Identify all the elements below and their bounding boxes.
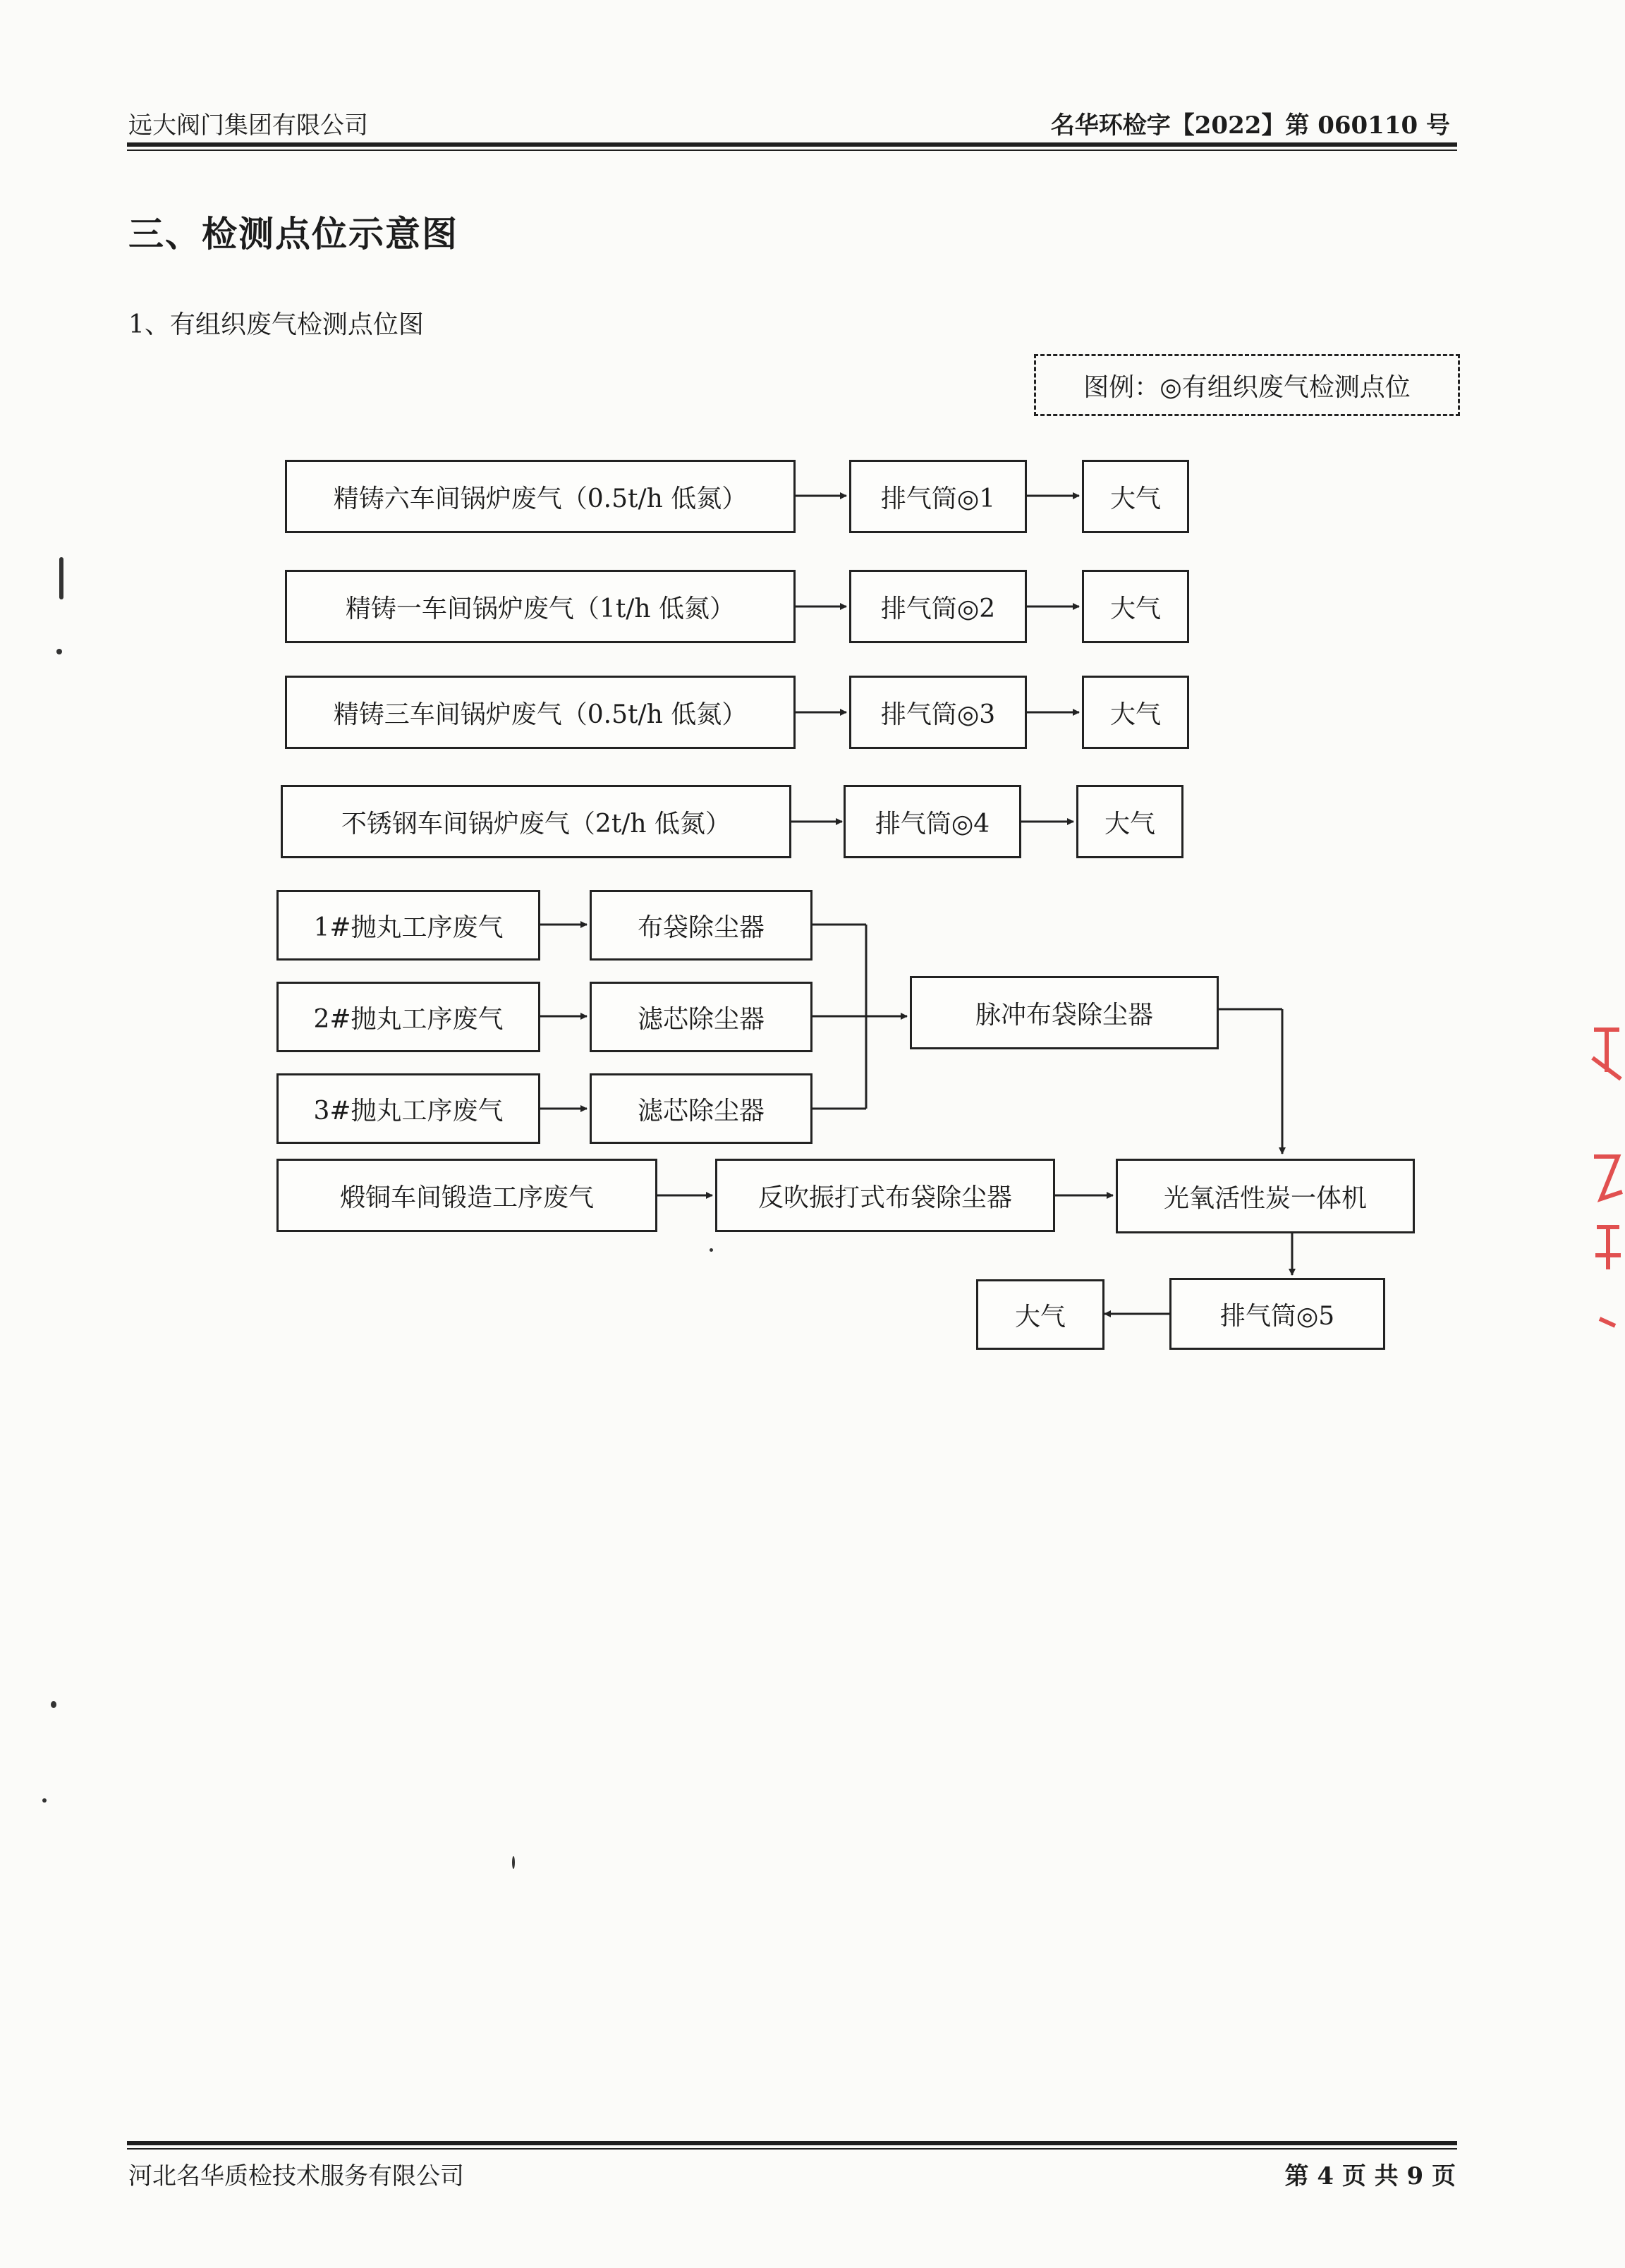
shot-blast-source-1: 1#抛丸工序废气 (276, 890, 540, 961)
header-company: 远大阀门集团有限公司 (128, 111, 368, 140)
forging-source: 煅铜车间锻造工序废气 (276, 1159, 657, 1232)
exhaust-stack-4: 排气筒◎4 (844, 785, 1021, 858)
footer-rule (127, 2141, 1457, 2145)
scan-mark (42, 1798, 47, 1803)
atmosphere-5: 大气 (976, 1279, 1104, 1350)
atmosphere-2: 大气 (1082, 570, 1189, 643)
shot-blast-source-3: 3#抛丸工序废气 (276, 1073, 540, 1144)
scan-mark (710, 1248, 713, 1252)
boiler-source-1: 精铸六车间锅炉废气（0.5t/h 低氮） (285, 460, 796, 533)
shot-blast-source-2: 2#抛丸工序废气 (276, 982, 540, 1052)
section-subtitle: 1、有组织废气检测点位图 (128, 310, 424, 339)
bag-dust-collector: 布袋除尘器 (590, 890, 812, 961)
scan-mark (51, 1701, 56, 1708)
exhaust-stack-2: 排气筒◎2 (849, 570, 1027, 643)
atmosphere-4: 大气 (1076, 785, 1183, 858)
reverse-blow-bag-collector: 反吹振打式布袋除尘器 (715, 1159, 1055, 1232)
atmosphere-1: 大气 (1082, 460, 1189, 533)
stamp-fragment (1587, 1016, 1625, 1340)
footer-company: 河北名华质检技术服务有限公司 (128, 2162, 464, 2190)
footer-page-number: 第 4 页 共 9 页 (1284, 2162, 1456, 2190)
footer-rule-thin (127, 2148, 1457, 2150)
exhaust-stack-1: 排气筒◎1 (849, 460, 1027, 533)
photo-oxygen-carbon-unit: 光氧活性炭一体机 (1116, 1159, 1415, 1233)
pulse-bag-dust-collector: 脉冲布袋除尘器 (910, 976, 1219, 1049)
exhaust-stack-5: 排气筒◎5 (1169, 1278, 1385, 1350)
legend: 图例：◎有组织废气检测点位 (1034, 354, 1460, 416)
boiler-source-4: 不锈钢车间锅炉废气（2t/h 低氮） (281, 785, 791, 858)
scan-mark (56, 649, 62, 654)
boiler-source-2: 精铸一车间锅炉废气（1t/h 低氮） (285, 570, 796, 643)
cartridge-dust-collector-3: 滤芯除尘器 (590, 1073, 812, 1144)
scan-mark (59, 557, 63, 599)
boiler-source-3: 精铸三车间锅炉废气（0.5t/h 低氮） (285, 676, 796, 749)
header-report-number: 名华环检字【2022】第 060110 号 (1050, 111, 1450, 140)
cartridge-dust-collector-2: 滤芯除尘器 (590, 982, 812, 1052)
scan-mark (512, 1856, 515, 1869)
atmosphere-3: 大气 (1082, 676, 1189, 749)
section-title: 三、检测点位示意图 (128, 213, 458, 255)
exhaust-stack-3: 排气筒◎3 (849, 676, 1027, 749)
